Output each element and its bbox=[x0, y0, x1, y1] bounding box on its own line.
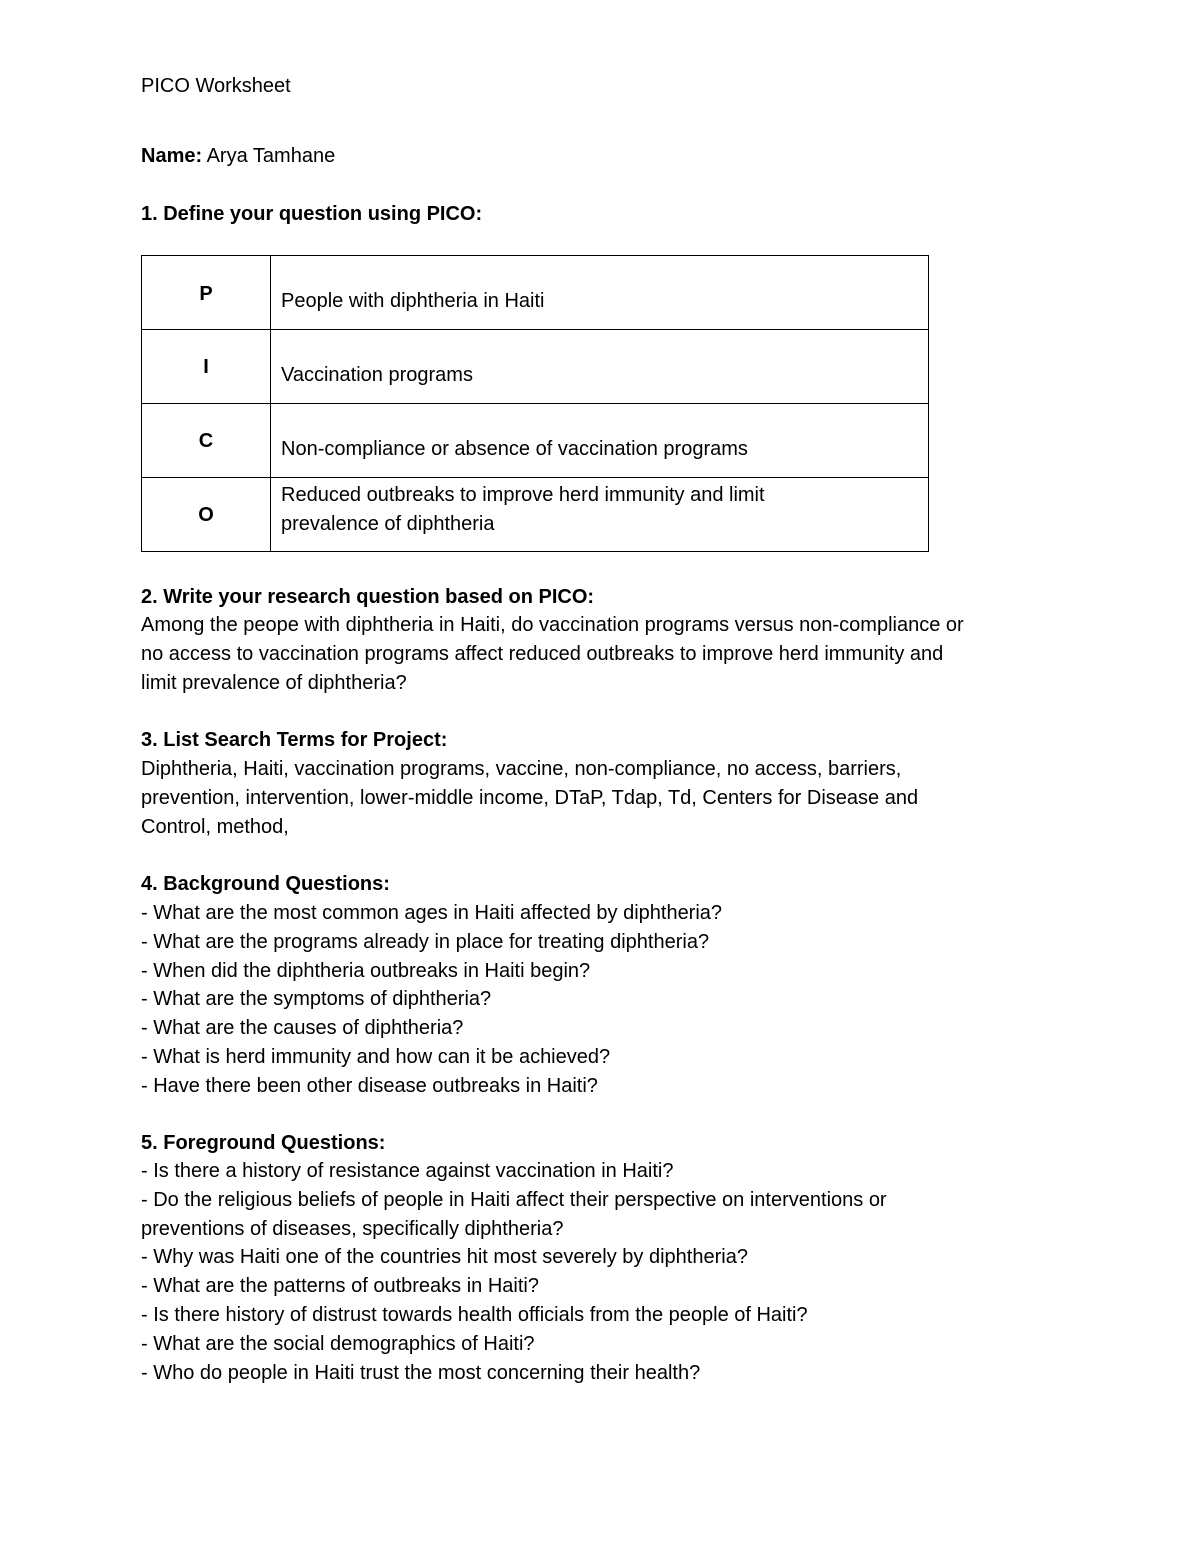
pico-letter-cell bbox=[142, 404, 271, 478]
list-item: - Is there a history of resistance against vaccination in Haiti? bbox=[141, 1160, 674, 1182]
paragraph-line: Among the peope with diphtheria in Haiti, do vaccination programs versus non-compliance or bbox=[141, 614, 964, 636]
pico-text-p: People with diphtheria in Haiti bbox=[281, 290, 545, 312]
section-2-heading: 2. Write your research question based on PICO: bbox=[141, 586, 595, 608]
pico-letter-c: C bbox=[198, 430, 214, 452]
paragraph-line: Control, method, bbox=[141, 815, 289, 838]
list-item: - Is there history of distrust towards health officials from the people of Haiti? bbox=[141, 1303, 808, 1326]
pico-text-cell bbox=[271, 256, 929, 330]
list-item: - What are the causes of diphtheria? bbox=[141, 1017, 464, 1040]
list-item: - Why was Haiti one of the countries hit most severely by diphtheria? bbox=[141, 1246, 748, 1269]
pico-row-i bbox=[142, 330, 929, 404]
list-item: - What are the most common ages in Haiti affected by diphtheria? bbox=[141, 902, 723, 924]
list-item: - Who do people in Haiti trust the most concerning their health? bbox=[141, 1361, 701, 1384]
list-item: - What are the patterns of outbreaks in Haiti? bbox=[141, 1275, 539, 1298]
pico-row-o bbox=[142, 478, 929, 552]
pico-letter-o: O bbox=[198, 504, 214, 526]
paragraph-line: no access to vaccination programs affect reduced outbreaks to improve herd immunity and bbox=[141, 642, 944, 665]
list-item: - What are the social demographics of Haiti? bbox=[141, 1332, 535, 1355]
pico-text-c: Non-compliance or absence of vaccination programs bbox=[281, 438, 748, 460]
pico-text-o-line-1: Reduced outbreaks to improve herd immunity and limit bbox=[281, 484, 765, 506]
list-item: - What is herd immunity and how can it be achieved? bbox=[141, 1045, 611, 1068]
pico-text-i: Vaccination programs bbox=[281, 364, 473, 386]
list-item: - What are the programs already in place for treating diphtheria? bbox=[141, 930, 710, 953]
paragraph-line: limit prevalence of diphtheria? bbox=[141, 671, 407, 694]
pico-letter-p: P bbox=[199, 283, 213, 305]
section-3-heading: 3. List Search Terms for Project: bbox=[141, 729, 448, 751]
name-value: Arya Tamhane bbox=[202, 145, 336, 167]
pico-table bbox=[141, 255, 929, 552]
pico-text-cell bbox=[271, 330, 929, 404]
list-item: - Do the religious beliefs of people in Haiti affect their perspective on interventions or bbox=[141, 1188, 887, 1211]
section-5-heading: 5. Foreground Questions: bbox=[141, 1132, 386, 1154]
pico-row-p bbox=[142, 256, 929, 330]
paragraph-line: prevention, intervention, lower-middle income, DTaP, Tdap, Td, Centers for Disease and bbox=[141, 786, 919, 809]
list-item: preventions of diseases, specifically diphtheria? bbox=[141, 1217, 564, 1240]
foreground-questions-list bbox=[141, 1157, 1051, 1387]
paragraph-line: Diphtheria, Haiti, vaccination programs, vaccine, non-compliance, no access, barriers, bbox=[141, 758, 902, 780]
document-title: PICO Worksheet bbox=[141, 75, 291, 97]
pico-text-cell bbox=[271, 478, 929, 552]
pico-row-c bbox=[142, 404, 929, 478]
pico-letter-cell bbox=[142, 330, 271, 404]
pico-text-o-line-2: prevalence of diphtheria bbox=[281, 513, 495, 535]
pico-letter-i: I bbox=[203, 356, 209, 378]
section-1-heading: 1. Define your question using PICO: bbox=[141, 203, 483, 225]
list-item: - Have there been other disease outbreaks in Haiti? bbox=[141, 1074, 598, 1097]
background-questions-list bbox=[141, 899, 1051, 1101]
name-line bbox=[141, 142, 335, 170]
list-item: - What are the symptoms of diphtheria? bbox=[141, 988, 492, 1011]
pico-letter-cell bbox=[142, 256, 271, 330]
pico-text-cell bbox=[271, 404, 929, 478]
section-3-body bbox=[141, 755, 1051, 841]
section-2-body bbox=[141, 611, 1051, 697]
name-label: Name: bbox=[141, 145, 203, 167]
list-item: - When did the diphtheria outbreaks in Haiti begin? bbox=[141, 959, 591, 982]
section-4-heading: 4. Background Questions: bbox=[141, 873, 390, 895]
pico-letter-cell bbox=[142, 478, 271, 552]
